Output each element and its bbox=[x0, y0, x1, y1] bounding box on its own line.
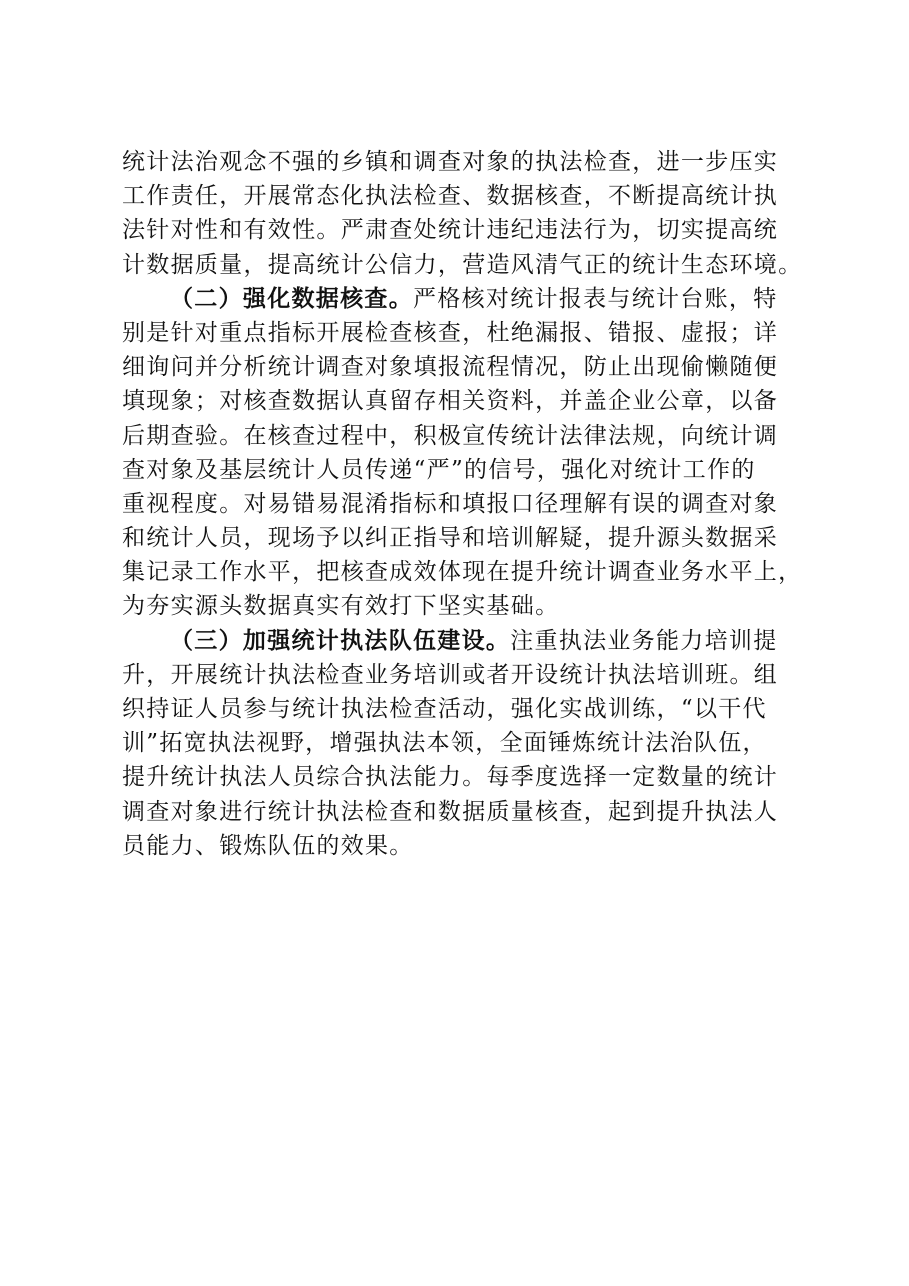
paragraph-2 bbox=[122, 282, 802, 624]
paragraph-line: 和统计人员，现场予以纠正指导和培训解疑，提升源头数据采 bbox=[122, 525, 779, 552]
paragraph-line: 统计法治观念不强的乡镇和调查对象的执法检查，进一步压实 bbox=[122, 149, 779, 175]
paragraph-3 bbox=[122, 624, 802, 863]
paragraph-text: 注重执法业务能力培训提 bbox=[510, 627, 778, 654]
section-heading-3: （三）加强统计执法队伍建设。 bbox=[170, 626, 511, 654]
paragraph-line: 集记录工作水平，把核查成效体现在提升统计调查业务水平上， bbox=[122, 559, 803, 586]
paragraph-line: 细询问并分析统计调查对象填报流程情况，防止出现偷懒随便 bbox=[122, 354, 779, 381]
paragraph-line: 别是针对重点指标开展检查核查，杜绝漏报、错报、虚报；详 bbox=[122, 319, 779, 346]
paragraph-line: 训”拓宽执法视野，增强执法本领，全面锤炼统计法治队伍， bbox=[122, 730, 767, 757]
paragraph-line: 升，开展统计执法检查业务培训或者开设统计执法培训班。组 bbox=[122, 661, 779, 688]
paragraph-line: 调查对象进行统计执法检查和数据质量核查，起到提升执法人 bbox=[122, 798, 779, 825]
paragraph-1 bbox=[122, 145, 802, 282]
paragraph-line: 查对象及基层统计人员传递“严”的信号，强化对统计工作的 bbox=[122, 456, 756, 483]
paragraph-first-line bbox=[122, 282, 802, 316]
paragraph-line: 填现象；对核查数据认真留存相关资料，并盖企业公章，以备 bbox=[122, 388, 779, 415]
paragraph-line: 后期查验。在核查过程中，积极宣传统计法律法规，向统计调 bbox=[122, 422, 779, 449]
paragraph-line: 为夯实源头数据真实有效打下坚实基础。 bbox=[122, 593, 560, 620]
paragraph-line: 法针对性和有效性。严肃查处统计违纪违法行为，切实提高统 bbox=[122, 217, 779, 244]
paragraph-line: 计数据质量，提高统计公信力，营造风清气正的统计生态环境。 bbox=[122, 251, 803, 278]
paragraph-first-line bbox=[122, 624, 802, 658]
section-heading-2: （二）强化数据核查。 bbox=[170, 284, 413, 312]
document-body bbox=[122, 145, 802, 863]
paragraph-line: 员能力、锻炼队伍的效果。 bbox=[122, 832, 414, 859]
paragraph-line: 织持证人员参与统计执法检查活动，强化实战训练，“以干代 bbox=[122, 696, 767, 722]
paragraph-line: 提升统计执法人员综合执法能力。每季度选择一定数量的统计 bbox=[122, 764, 779, 791]
paragraph-line: 重视程度。对易错易混淆指标和填报口径理解有误的调查对象 bbox=[122, 490, 779, 517]
paragraph-text: 严格核对统计报表与统计台账，特 bbox=[413, 285, 778, 312]
paragraph-line: 工作责任，开展常态化执法检查、数据核查，不断提高统计执 bbox=[122, 183, 779, 210]
